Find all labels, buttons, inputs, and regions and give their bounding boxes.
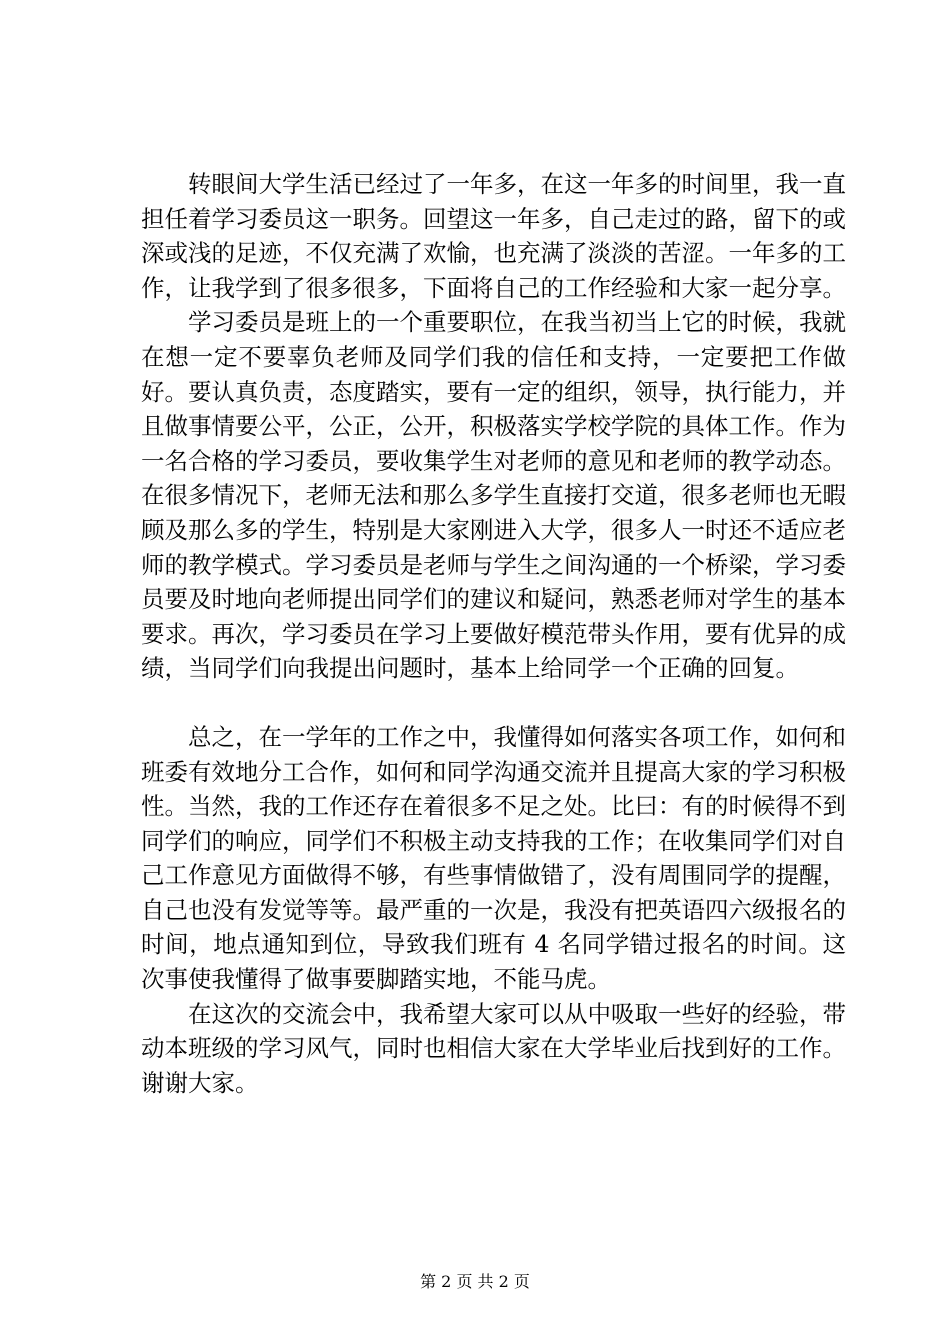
paragraph-intro: 转眼间大学生活已经过了一年多，在这一年多的时间里，我一直担任着学习委员这一职务。回望这一年多，自己走过的路，留下的或深或浅的足迹，不仅充满了欢愉，也充满了淡淡的苦涩。一年多的工作，让我学到了很多很多，下面将自己的工作经验和大家一起分享。 [141,170,846,302]
page-footer: 第 2 页 共 2 页 [420,1272,530,1291]
document-body [141,167,846,1100]
paragraph-summary: 总之，在一学年的工作之中，我懂得如何落实各项工作，如何和班委有效地分工合作，如何和同学沟通交流并且提高大家的学习积极性。当然，我的工作还存在着很多不足之处。比曰：有的时候得不到同学们的响应，同学们不积极主动支持我的工作；在收集同学们对自己工作意见方面做得不够，有些事情做错了，没有周围同学的提醒，自己也没有发觉等等。最严重的一次是，我没有把英语四六级报名的时间，地点通知到位，导致我们班有 4 名同学错过报名的时间。这次事使我懂得了做事要脚踏实地，不能马虎。 [141,722,846,994]
paragraph-duties: 学习委员是班上的一个重要职位，在我当初当上它的时候，我就在想一定不要辜负老师及同学们我的信任和支持，一定要把工作做好。要认真负责，态度踏实，要有一定的组织，领导，执行能力，并且做事情要公平，公正，公开，积极落实学校学院的具体工作。作为一名合格的学习委员，要收集学生对老师的意见和老师的教学动态。在很多情况下，老师无法和那么多学生直接打交道，很多老师也无暇顾及那么多的学生，特别是大家刚进入大学，很多人一时还不适应老师的教学模式。学习委员是老师与学生之间沟通的一个桥梁，学习委员要及时地向老师提出同学们的建议和疑问，熟悉老师对学生的基本要求。再次，学习委员在学习上要做好模范带头作用，要有优异的成绩，当同学们向我提出问题时，基本上给同学一个正确的回复。 [141,308,846,683]
paragraph-closing: 在这次的交流会中，我希望大家可以从中吸取一些好的经验，带动本班级的学习风气，同时也相信大家在大学毕业后找到好的工作。谢谢大家。 [141,999,846,1097]
